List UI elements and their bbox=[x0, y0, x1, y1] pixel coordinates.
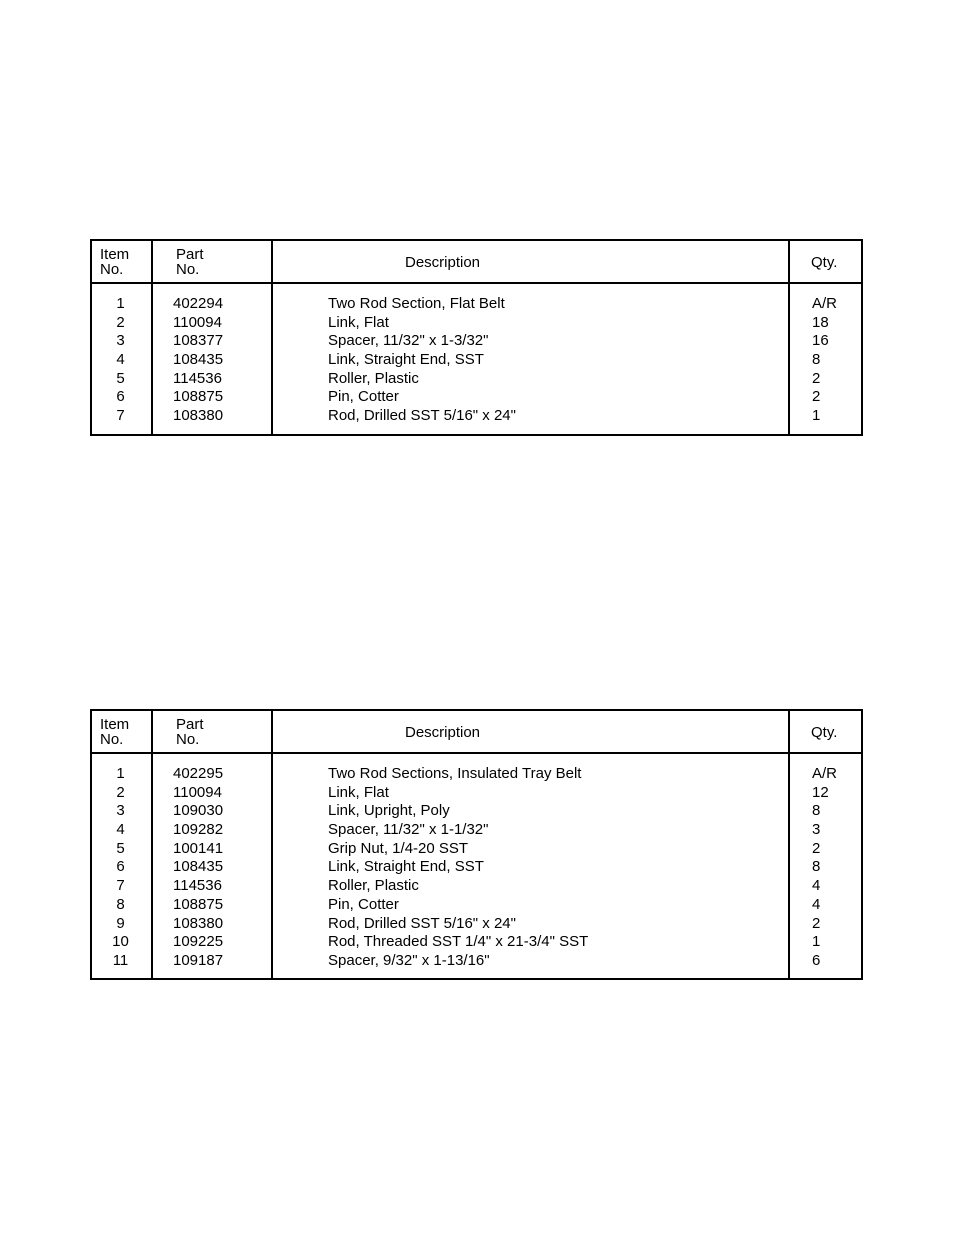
table-row bbox=[92, 784, 861, 803]
header-description: Description bbox=[405, 724, 481, 741]
header-part-label: Part bbox=[176, 246, 204, 263]
item-no: 1 bbox=[116, 765, 125, 782]
table-row bbox=[92, 388, 861, 407]
item-no: 7 bbox=[116, 877, 125, 895]
qty: 8 bbox=[812, 858, 821, 876]
part-no: 108380 bbox=[173, 914, 224, 932]
table-row bbox=[92, 915, 861, 934]
header-no-label: No. bbox=[176, 731, 200, 748]
qty: 8 bbox=[812, 351, 821, 369]
part-no: 402294 bbox=[173, 295, 224, 312]
header-qty: Qty. bbox=[811, 254, 838, 271]
qty: 2 bbox=[812, 914, 821, 932]
item-no: 1 bbox=[116, 295, 125, 312]
header-part-no bbox=[176, 247, 204, 277]
qty: 6 bbox=[812, 951, 821, 969]
description: Two Rod Section, Flat Belt bbox=[328, 295, 505, 312]
item-no: 6 bbox=[116, 388, 125, 406]
description: Pin, Cotter bbox=[328, 388, 399, 406]
qty: 4 bbox=[812, 895, 821, 913]
item-no: 6 bbox=[116, 858, 125, 876]
description: Link, Straight End, SST bbox=[328, 351, 484, 369]
table-body bbox=[92, 765, 861, 971]
part-no: 108377 bbox=[173, 332, 224, 350]
header-part-no bbox=[176, 717, 204, 747]
description: Rod, Threaded SST 1/4" x 21-3/4" SST bbox=[328, 933, 589, 951]
table-row bbox=[92, 821, 861, 840]
item-no: 4 bbox=[116, 821, 125, 839]
header-divider bbox=[92, 282, 861, 284]
header-no-label: No. bbox=[100, 261, 124, 278]
header-item-label: Item bbox=[100, 246, 130, 263]
table-row bbox=[92, 858, 861, 877]
qty: 4 bbox=[812, 877, 821, 895]
item-no: 2 bbox=[116, 783, 125, 801]
description: Spacer, 11/32" x 1-1/32" bbox=[328, 821, 489, 839]
header-item-no bbox=[100, 247, 129, 277]
qty: 2 bbox=[812, 839, 821, 857]
qty: 12 bbox=[812, 783, 829, 801]
header-description: Description bbox=[405, 254, 481, 271]
table-row bbox=[92, 314, 861, 333]
description: Roller, Plastic bbox=[328, 877, 419, 895]
qty: A/R bbox=[812, 295, 838, 312]
item-no: 4 bbox=[116, 351, 125, 369]
table-row bbox=[92, 370, 861, 389]
description: Rod, Drilled SST 5/16" x 24" bbox=[328, 914, 516, 932]
item-no: 9 bbox=[116, 914, 125, 932]
description: Link, Straight End, SST bbox=[328, 858, 484, 876]
parts-table-1 bbox=[90, 239, 863, 436]
qty: 3 bbox=[812, 821, 821, 839]
qty: 16 bbox=[812, 332, 829, 350]
table-row bbox=[92, 407, 861, 426]
part-no: 110094 bbox=[173, 783, 222, 801]
item-no: 5 bbox=[116, 369, 125, 387]
item-no: 3 bbox=[116, 332, 125, 350]
part-no: 109225 bbox=[173, 933, 224, 951]
table-row bbox=[92, 877, 861, 896]
qty: A/R bbox=[812, 765, 838, 782]
header-item-no bbox=[100, 717, 129, 747]
qty: 18 bbox=[812, 313, 829, 331]
description: Rod, Drilled SST 5/16" x 24" bbox=[328, 407, 516, 425]
item-no: 8 bbox=[116, 895, 125, 913]
item-no: 3 bbox=[116, 802, 125, 820]
table-row bbox=[92, 295, 861, 314]
part-no: 109282 bbox=[173, 821, 224, 839]
part-no: 114536 bbox=[173, 877, 222, 895]
part-no: 108875 bbox=[173, 895, 224, 913]
table-row bbox=[92, 332, 861, 351]
description: Roller, Plastic bbox=[328, 369, 419, 387]
qty: 8 bbox=[812, 802, 821, 820]
description: Link, Upright, Poly bbox=[328, 802, 450, 820]
qty: 1 bbox=[812, 407, 821, 425]
description: Two Rod Sections, Insulated Tray Belt bbox=[328, 765, 582, 782]
table-row bbox=[92, 952, 861, 971]
description: Grip Nut, 1/4-20 SST bbox=[328, 839, 469, 857]
table-row bbox=[92, 933, 861, 952]
part-no: 402295 bbox=[173, 765, 224, 782]
qty: 1 bbox=[812, 933, 821, 951]
description: Link, Flat bbox=[328, 783, 389, 801]
part-no: 100141 bbox=[173, 839, 224, 857]
item-no: 5 bbox=[116, 839, 125, 857]
part-no: 109030 bbox=[173, 802, 224, 820]
qty: 2 bbox=[812, 388, 821, 406]
header-no-label: No. bbox=[176, 261, 200, 278]
table-row bbox=[92, 765, 861, 784]
part-no: 108875 bbox=[173, 388, 224, 406]
item-no: 7 bbox=[116, 407, 125, 425]
item-no: 2 bbox=[116, 313, 125, 331]
table-row bbox=[92, 896, 861, 915]
header-no-label: No. bbox=[100, 731, 124, 748]
description: Spacer, 9/32" x 1-13/16" bbox=[328, 951, 490, 969]
table-body bbox=[92, 295, 861, 426]
description: Link, Flat bbox=[328, 313, 389, 331]
part-no: 108380 bbox=[173, 407, 224, 425]
header-qty: Qty. bbox=[811, 724, 838, 741]
qty: 2 bbox=[812, 369, 821, 387]
parts-table-2 bbox=[90, 709, 863, 980]
part-no: 110094 bbox=[173, 313, 222, 331]
table-row bbox=[92, 840, 861, 859]
description: Pin, Cotter bbox=[328, 895, 399, 913]
description: Spacer, 11/32" x 1-3/32" bbox=[328, 332, 489, 350]
part-no: 108435 bbox=[173, 858, 224, 876]
header-item-label: Item bbox=[100, 716, 130, 733]
item-no: 10 bbox=[112, 933, 129, 951]
part-no: 109187 bbox=[173, 951, 224, 969]
header-divider bbox=[92, 752, 861, 754]
header-part-label: Part bbox=[176, 716, 204, 733]
item-no: 11 bbox=[112, 951, 129, 969]
table-row bbox=[92, 351, 861, 370]
table-row bbox=[92, 802, 861, 821]
part-no: 114536 bbox=[173, 369, 222, 387]
part-no: 108435 bbox=[173, 351, 224, 369]
